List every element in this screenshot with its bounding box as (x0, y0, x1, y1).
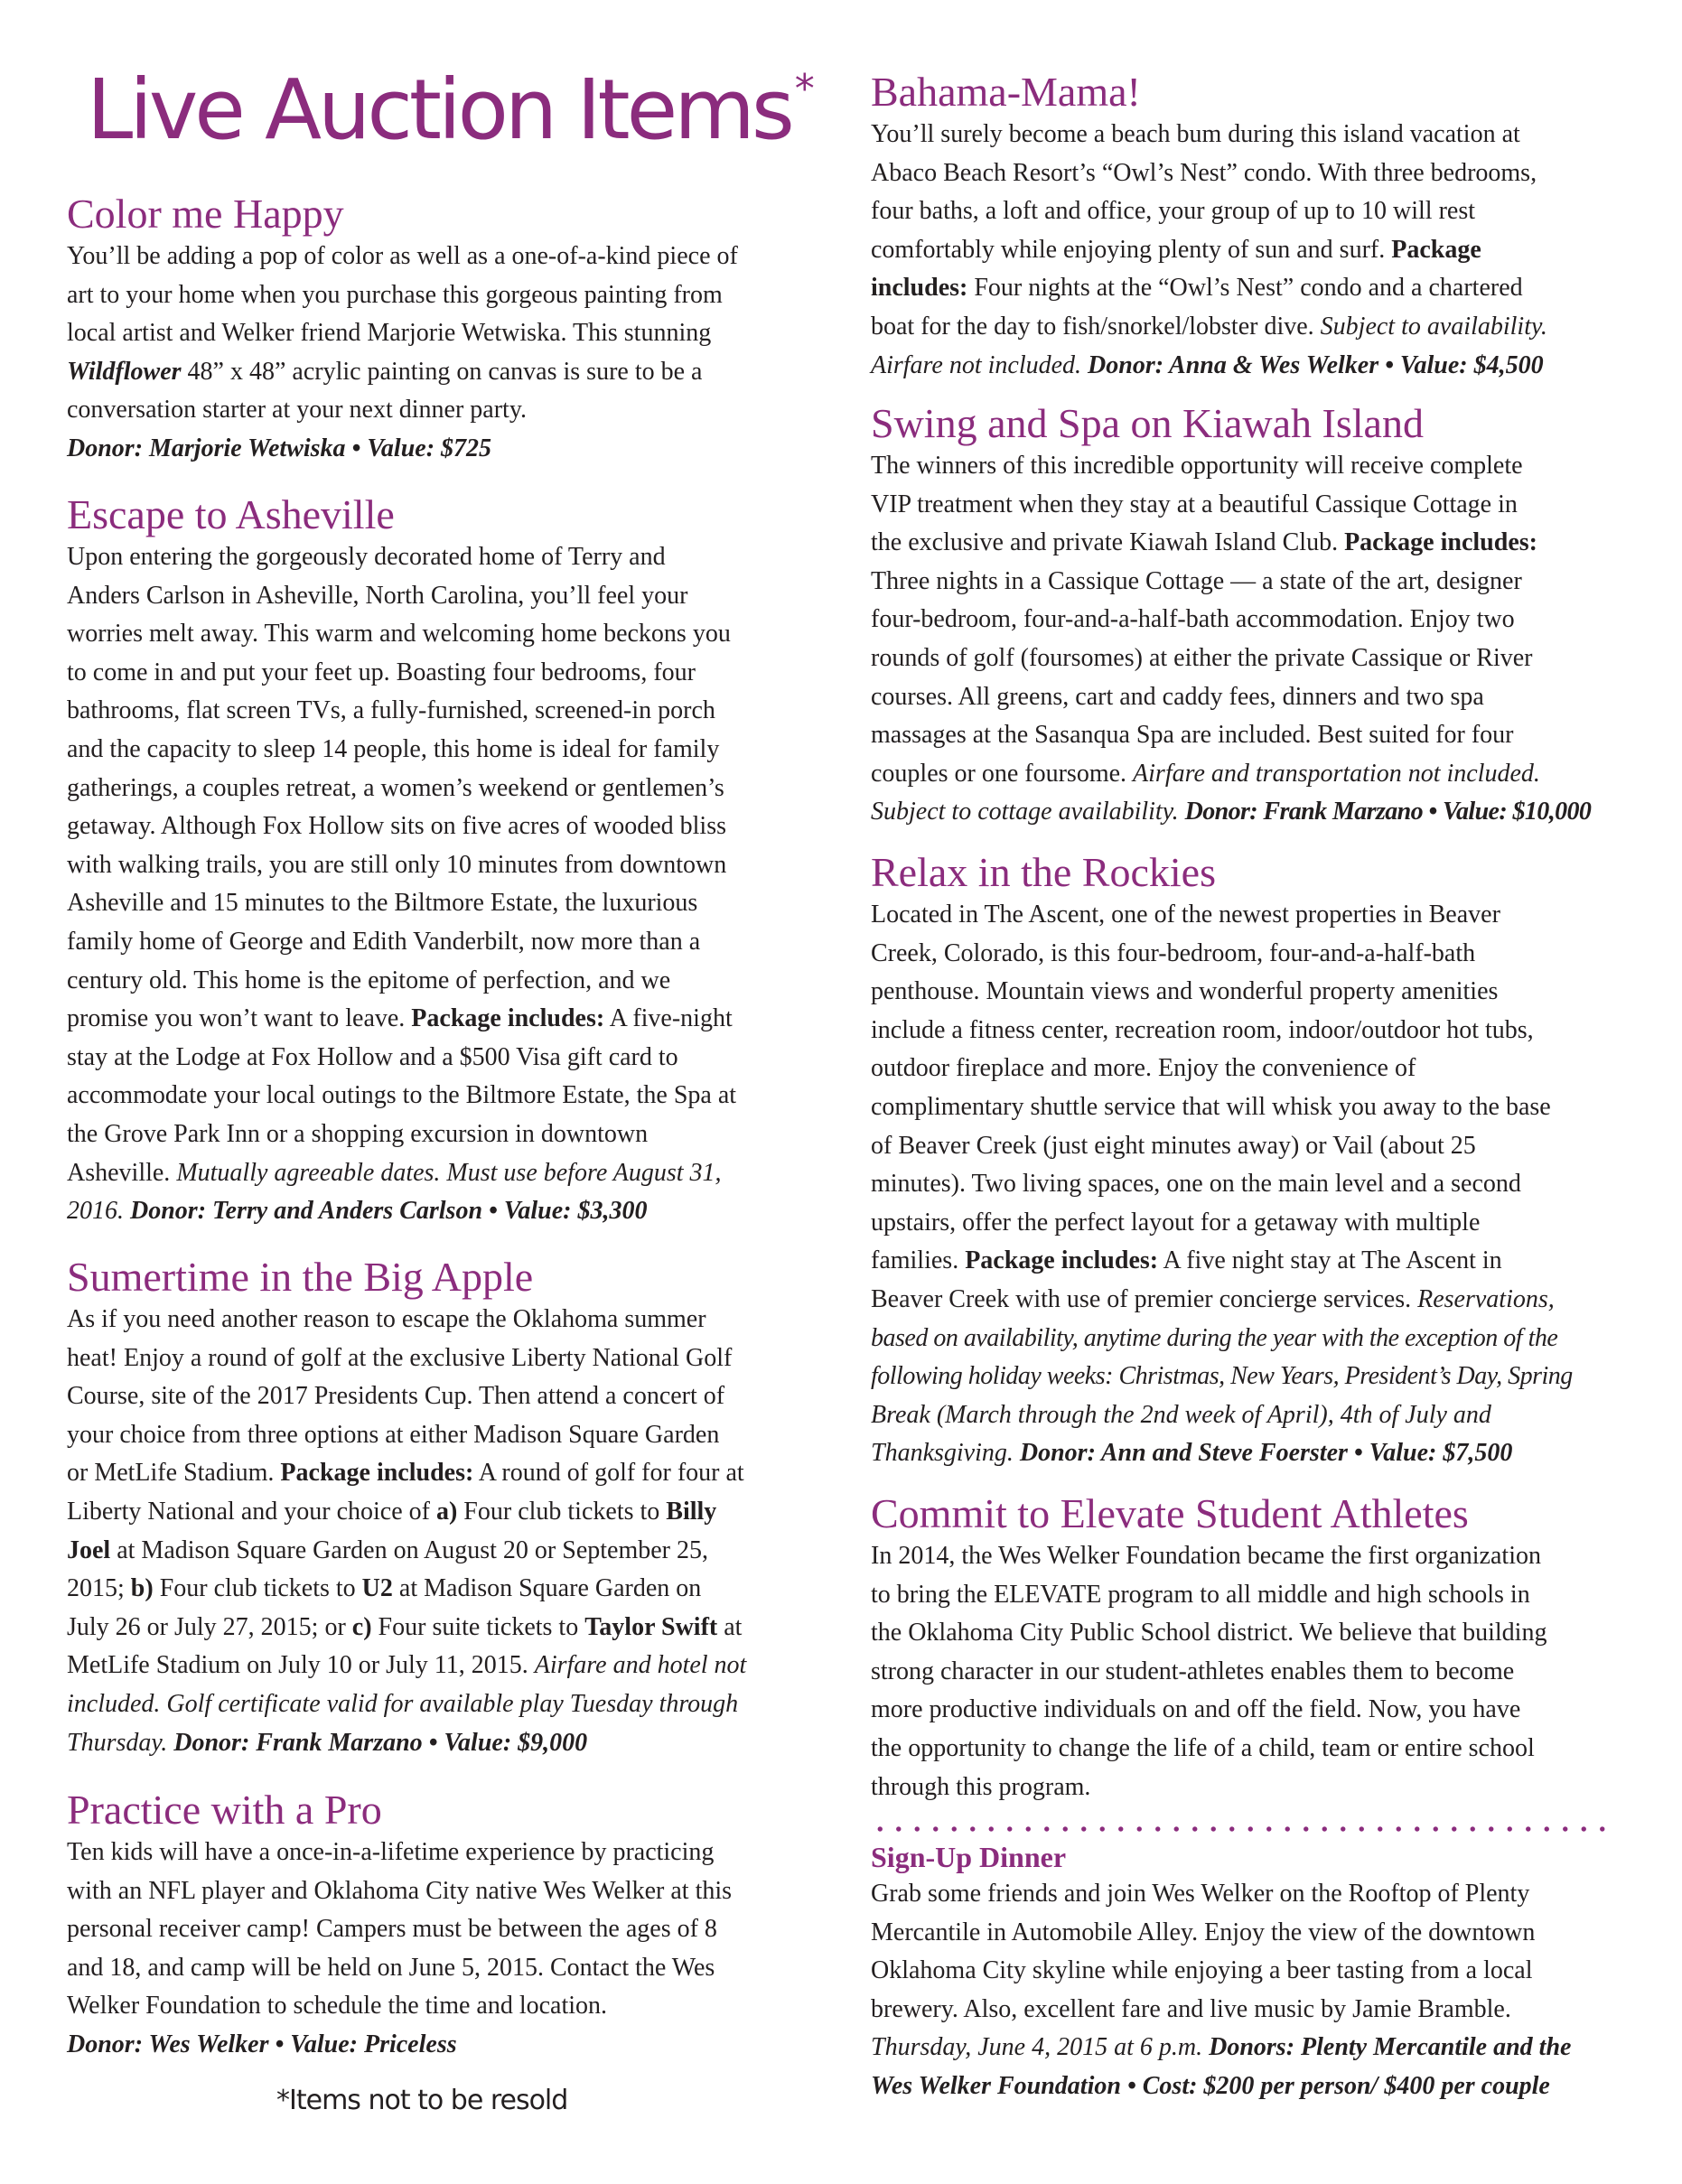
description-line: four baths, a loft and office, your group of up to 10 will rest (871, 197, 1476, 226)
item-title: Relax in the Rockies (871, 849, 1216, 895)
item-description (871, 896, 1634, 1473)
description-line: Liberty National and your choice of a) Four club tickets to Billy (67, 1497, 717, 1526)
auction-item-bahama-mama (871, 69, 1634, 385)
description-line: includes: Four nights at the “Owl’s Nest” condo and a chartered (871, 274, 1523, 303)
description-line: following holiday weeks: Christmas, New Years, President’s Day, Spring (871, 1362, 1573, 1391)
description-line: with walking trails, you are still only 10 minutes from downtown (67, 850, 727, 879)
package-label: Package includes: (280, 1459, 474, 1488)
description-line: rounds of golf (foursomes) at either the private Cassique or River (871, 643, 1533, 672)
item-title: Practice with a Pro (67, 1787, 382, 1833)
description-line: Break (March through the 2nd week of April), 4th of July and (871, 1400, 1491, 1429)
auction-item-relax-in-the-rockies (871, 849, 1634, 1473)
item-title: Escape to Asheville (67, 491, 395, 537)
description-line: July 26 or July 27, 2015; or c) Four suite tickets to Taylor Swift at (67, 1612, 743, 1641)
description-line: Asheville. Mutually agreeable dates. Must use before August 31, (67, 1158, 722, 1187)
description-line: four-bedroom, four-and-a-half-bath accommodation. Enjoy two (871, 605, 1515, 634)
description-line: accommodate your local outings to the Biltmore Estate, the Spa at (67, 1081, 737, 1110)
package-label: Package includes: (965, 1246, 1159, 1275)
description-line: families. Package includes: A five night stay at The Ascent in (871, 1246, 1502, 1275)
item-description (67, 1301, 817, 1762)
description-line: Wildflower 48” x 48” acrylic painting on canvas is sure to be a (67, 357, 703, 386)
footnote: *Items not to be resold (276, 2085, 568, 2116)
description-line: Oklahoma City skyline while enjoying a beer tasting from a local (871, 1956, 1533, 1985)
description-line: the opportunity to change the life of a child, team or entire school (871, 1733, 1535, 1762)
description-line: Thursday, June 4, 2015 at 6 p.m. Donors: Plenty Mercantile and the (871, 2033, 1572, 2062)
description-line: Creek, Colorado, is this four-bedroom, four-and-a-half-bath (871, 938, 1476, 967)
description-line: In 2014, the Wes Welker Foundation became the first organization (871, 1542, 1541, 1570)
package-label: Package includes: (411, 1004, 605, 1033)
description-line: Course, site of the 2017 Presidents Cup. Then attend a concert of (67, 1382, 725, 1411)
item-description (67, 538, 817, 1231)
description-line: stay at the Lodge at Fox Hollow and a $500 Visa gift card to (67, 1042, 678, 1071)
item-description (67, 238, 817, 469)
item-description (871, 1537, 1634, 1806)
description-line: boat for the day to fish/snorkel/lobster dive. Subject to availability. (871, 312, 1547, 341)
description-line: with an NFL player and Oklahoma City native Wes Welker at this (67, 1876, 733, 1905)
description-line: the Grove Park Inn or a shopping excursion in downtown (67, 1119, 649, 1148)
auction-item-elevate (871, 1490, 1634, 1806)
description-line: Grab some friends and join Wes Welker on the Rooftop of Plenty (871, 1880, 1530, 1908)
donor-value-line: Donor: Marjorie Wetwiska • Value: $725 (67, 434, 492, 462)
description-line: The winners of this incredible opportunity will receive complete (871, 452, 1523, 480)
description-line: gatherings, a couples retreat, a women’s weekend or gentlemen’s (67, 773, 724, 802)
donor-value-line: Subject to cottage availability. Donor: Frank Marzano • Value: $10,000 (871, 798, 1592, 826)
description-line: bathrooms, flat screen TVs, a fully-furnished, screened-in porch (67, 696, 715, 725)
package-label: Package (1391, 235, 1481, 264)
description-line: or MetLife Stadium. Package includes: A round of golf for four at (67, 1459, 744, 1488)
item-title: Commit to Elevate Student Athletes (871, 1490, 1469, 1536)
description-line: courses. All greens, cart and caddy fees, dinners and two spa (871, 682, 1484, 711)
description-line: Abaco Beach Resort’s “Owl’s Nest” condo. With three bedrooms, (871, 158, 1537, 187)
description-line: art to your home when you purchase this gorgeous painting from (67, 280, 723, 309)
description-line: brewery. Also, excellent fare and live music by Jamie Bramble. (871, 1994, 1511, 2023)
description-line: upstairs, offer the perfect layout for a getaway with multiple (871, 1208, 1481, 1237)
description-line: local artist and Welker friend Marjorie Wetwiska. This stunning (67, 319, 712, 348)
auction-item-big-apple (67, 1254, 817, 1762)
description-line: worries melt away. This warm and welcoming home beckons you (67, 620, 731, 649)
donor-value-line: Thanksgiving. Donor: Ann and Steve Foerster • Value: $7,500 (871, 1439, 1513, 1468)
auction-item-practice-with-a-pro (67, 1787, 817, 2065)
item-title: Sign-Up Dinner (871, 1841, 1067, 1873)
description-line: Welker Foundation to schedule the time and location. (67, 1992, 608, 2021)
description-line: heat! Enjoy a round of golf at the exclusive Liberty National Golf (67, 1343, 733, 1372)
description-line: promise you won’t want to leave. Package includes: A five-night (67, 1004, 733, 1033)
description-line: to bring the ELEVATE program to all middle and high schools in (871, 1580, 1530, 1609)
description-line: Mercantile in Automobile Alley. Enjoy the view of the downtown (871, 1918, 1536, 1946)
description-line: included. Golf certificate valid for available play Tuesday through (67, 1689, 739, 1718)
sign-up-dinner (871, 1839, 1634, 2106)
package-label: Package includes: (1344, 528, 1537, 557)
description-line: based on availability, anytime during the year with the exception of the (871, 1323, 1558, 1352)
description-line: century old. This home is the epitome of perfection, and we (67, 966, 671, 994)
description-line: the Oklahoma City Public School district. We believe that building (871, 1619, 1547, 1647)
description-line: Ten kids will have a once-in-a-lifetime experience by practicing (67, 1838, 715, 1866)
artwork-title: Wildflower (67, 357, 182, 386)
description-line: to come in and put your feet up. Boasting four bedrooms, four (67, 658, 696, 686)
description-line: outdoor fireplace and more. Enjoy the convenience of (871, 1054, 1416, 1083)
donor-value-line: Airfare not included. Donor: Anna & Wes Welker • Value: $4,500 (871, 350, 1544, 379)
description-line: couples or one foursome. Airfare and transportation not included. (871, 759, 1540, 788)
description-line: Asheville and 15 minutes to the Biltmore Estate, the luxurious (67, 889, 698, 918)
description-line: Three nights in a Cassique Cottage — a state of the art, designer (871, 566, 1522, 595)
auction-item-color-me-happy (67, 191, 817, 469)
description-line: and 18, and camp will be held on June 5, 2015. Contact the Wes (67, 1953, 715, 1982)
description-line: conversation starter at your next dinner party. (67, 396, 528, 425)
description-line: and the capacity to sleep 14 people, this home is ideal for family (67, 734, 720, 763)
item-description (871, 447, 1634, 832)
page-title (87, 61, 815, 158)
description-line: minutes). Two living spaces, one on the main level and a second (871, 1170, 1521, 1199)
description-line: VIP treatment when they stay at a beautiful Cassique Cottage in (871, 490, 1518, 518)
description-line: Located in The Ascent, one of the newest properties in Beaver (871, 901, 1500, 929)
description-line: include a fitness center, recreation room, indoor/outdoor hot tubs, (871, 1015, 1534, 1044)
description-line: You’ll surely become a beach bum during this island vacation at (871, 120, 1520, 148)
auction-item-escape-to-asheville (67, 491, 817, 1231)
page-title-text: Live Auction Items (87, 61, 791, 158)
description-line: Beaver Creek with use of premier concierge services. Reservations, (871, 1284, 1555, 1313)
item-title: Sumertime in the Big Apple (67, 1254, 534, 1300)
description-line: family home of George and Edith Vanderbilt, now more than a (67, 927, 701, 956)
item-title: Swing and Spa on Kiawah Island (871, 400, 1424, 446)
item-description (871, 1875, 1634, 2106)
item-title: Color me Happy (67, 191, 344, 237)
description-line: getaway. Although Fox Hollow sits on five acres of wooded bliss (67, 812, 726, 841)
description-line: MetLife Stadium on July 10 or July 11, 2015. Airfare and hotel not (67, 1651, 747, 1680)
description-line: Anders Carlson in Asheville, North Carolina, you’ll feel your (67, 581, 688, 610)
description-line: of Beaver Creek (just eight minutes away) or Vail (about 25 (871, 1131, 1476, 1160)
title-asterisk: * (794, 66, 815, 112)
description-line: more productive individuals on and off the field. Now, you have (871, 1695, 1521, 1724)
description-line: 2015; b) Four club tickets to U2 at Madison Square Garden on (67, 1574, 702, 1603)
item-description (871, 116, 1634, 385)
item-title: Bahama-Mama! (871, 69, 1141, 115)
description-line: your choice from three options at either Madison Square Garden (67, 1420, 720, 1449)
description-line: through this program. (871, 1772, 1091, 1801)
description-line: penthouse. Mountain views and wonderful property amenities (871, 977, 1499, 1006)
donor-value-line: Thursday. Donor: Frank Marzano • Value: $9,000 (67, 1728, 588, 1757)
dotted-divider (871, 1826, 1612, 1832)
description-line: personal receiver camp! Campers must be between the ages of 8 (67, 1915, 717, 1944)
donor-value-line: Donor: Wes Welker • Value: Priceless (67, 2030, 457, 2058)
description-line: the exclusive and private Kiawah Island Club. Package includes: (871, 528, 1537, 557)
description-line: As if you need another reason to escape the Oklahoma summer (67, 1305, 706, 1333)
description-line: You’ll be adding a pop of color as well as a one-of-a-kind piece of (67, 242, 738, 270)
donor-value-line: 2016. Donor: Terry and Anders Carlson • Value: $3,300 (67, 1197, 648, 1226)
description-line: strong character in our student-athletes enables them to become (871, 1657, 1515, 1685)
description-line: complimentary shuttle service that will whisk you away to the base (871, 1092, 1551, 1121)
item-description (67, 1834, 817, 2065)
description-line: massages at the Sasanqua Spa are included. Best suited for four (871, 721, 1514, 750)
description-line: Upon entering the gorgeously decorated home of Terry and (67, 543, 666, 571)
description-line: comfortably while enjoying plenty of sun and surf. Package (871, 235, 1481, 264)
description-line: Joel at Madison Square Garden on August 20 or September 25, (67, 1535, 708, 1564)
donor-value-line: Wes Welker Foundation • Cost: $200 per person/ $400 per couple (871, 2071, 1550, 2100)
auction-item-kiawah-island (871, 400, 1634, 832)
